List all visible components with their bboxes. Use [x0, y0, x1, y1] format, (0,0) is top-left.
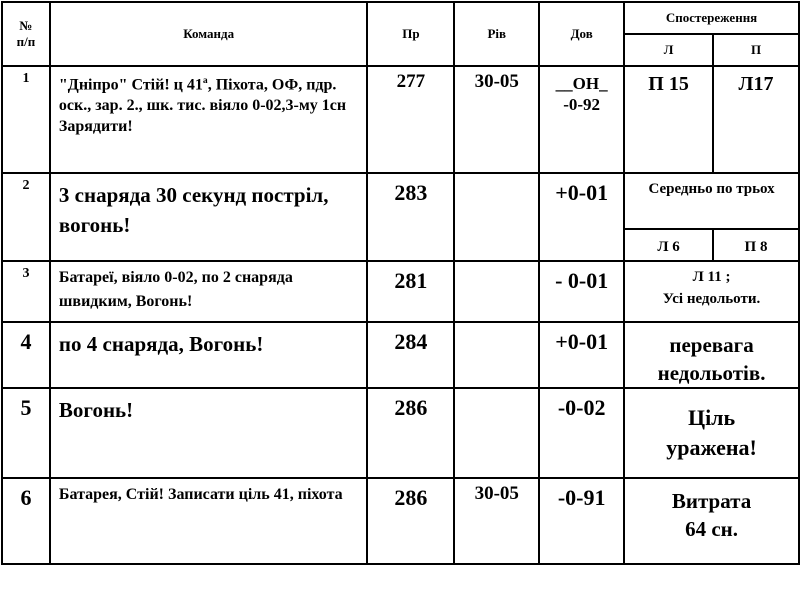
obs-line: Витрата [671, 489, 752, 513]
command-text: "Дніпро" Стій! ц 41 [58, 76, 203, 94]
obs-line: Усі недольоти. [662, 291, 761, 307]
header-pr: Пр [367, 2, 454, 66]
row-command: Батарея, Стій! Записати ціль 41, піхота [50, 478, 368, 564]
table-row [2, 173, 799, 229]
row-obs-l: Л 6 [624, 229, 713, 261]
header-obs-l: Л [624, 34, 713, 66]
header-num: № п/п [2, 2, 50, 66]
row-obs [624, 322, 799, 388]
obs-line: Л 11 ; [692, 269, 731, 285]
row-command: по 4 снаряда, Вогонь! [50, 322, 368, 388]
row-dov: -0-91 [539, 478, 624, 564]
row-obs-l: П 15 [624, 66, 713, 173]
row-num: 5 [2, 388, 50, 478]
row-pr: 283 [367, 173, 454, 261]
table-row [2, 322, 799, 388]
row-command: 3 снаряда 30 секунд постріл, вогонь! [50, 173, 368, 261]
dov-top: __ОН_ [555, 74, 608, 93]
row-dov: +0-01 [539, 322, 624, 388]
row-obs-p: Л17 [713, 66, 799, 173]
row-pr: 277 [367, 66, 454, 173]
obs-line: перевага [669, 333, 754, 357]
header-command: Команда [50, 2, 368, 66]
row-obs [624, 261, 799, 322]
row-riv [454, 388, 539, 478]
row-riv: 30-05 [454, 66, 539, 173]
row-command [50, 66, 368, 173]
obs-line: уражена! [666, 435, 757, 460]
row-num: 3 [2, 261, 50, 322]
fire-command-table [1, 1, 800, 565]
row-num: 4 [2, 322, 50, 388]
row-obs-title: Середньо по трьох [624, 173, 799, 229]
obs-line: 64 сн. [685, 517, 739, 541]
obs-line: недольотів. [657, 361, 766, 385]
row-obs [624, 388, 799, 478]
command-text: , Піхота, ОФ, пдр. оск., зар. 2., шк. тис. віяло 0-02,3-му 1сн Зарядити! [58, 76, 347, 136]
header-riv: Рів [454, 2, 539, 66]
command-superscript: а [202, 75, 208, 86]
row-num: 1 [2, 66, 50, 173]
row-command: Вогонь! [50, 388, 368, 478]
obs-line: Ціль [687, 405, 736, 430]
row-dov: -0-02 [539, 388, 624, 478]
dov-bottom: -0-92 [563, 95, 601, 114]
row-dov: - 0-01 [539, 261, 624, 322]
row-obs [624, 478, 799, 564]
table-row [2, 388, 799, 478]
row-dov [539, 66, 624, 173]
row-pr: 284 [367, 322, 454, 388]
table-row [2, 478, 799, 564]
header-obs-p: П [713, 34, 799, 66]
row-dov: +0-01 [539, 173, 624, 261]
row-pr: 286 [367, 388, 454, 478]
row-riv [454, 322, 539, 388]
row-obs-p: П 8 [713, 229, 799, 261]
row-riv [454, 173, 539, 261]
row-num: 6 [2, 478, 50, 564]
row-pr: 281 [367, 261, 454, 322]
row-command: Батареї, віяло 0-02, по 2 снаряда швидким, Вогонь! [50, 261, 368, 322]
table-row [2, 261, 799, 322]
header-dov: Дов [539, 2, 624, 66]
table-row [2, 66, 799, 173]
row-riv [454, 261, 539, 322]
header-observations: Спостереження [624, 2, 799, 34]
row-riv: 30-05 [454, 478, 539, 564]
row-num: 2 [2, 173, 50, 261]
row-pr: 286 [367, 478, 454, 564]
